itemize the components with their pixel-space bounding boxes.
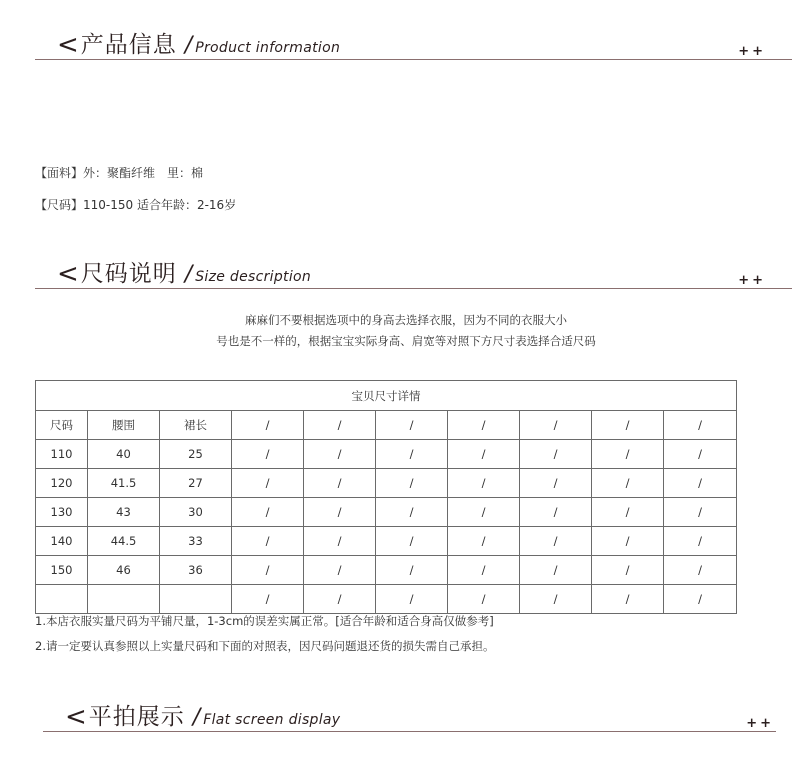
table-cell: / — [232, 411, 304, 440]
table-cell: / — [664, 527, 737, 556]
table-cell: / — [520, 440, 592, 469]
table-header-row — [36, 411, 737, 440]
plus-decoration-icon: ++ — [738, 44, 766, 59]
table-cell: 30 — [160, 498, 232, 527]
divider — [43, 731, 776, 732]
table-cell: 43 — [88, 498, 160, 527]
table-cell — [160, 585, 232, 614]
chevron-left-icon: < — [57, 30, 79, 60]
size-range-info: 【尺码】110-150 适合年龄：2-16岁 — [35, 198, 237, 212]
table-cell: / — [592, 440, 664, 469]
section-title-cn: 产品信息 — [80, 31, 177, 58]
table-cell: / — [664, 440, 737, 469]
table-cell: 33 — [160, 527, 232, 556]
table-cell: 40 — [88, 440, 160, 469]
chevron-left-icon: < — [57, 259, 79, 289]
table-cell: / — [520, 411, 592, 440]
table-caption: 宝贝尺寸详情 — [36, 381, 737, 411]
title-slash: / — [184, 261, 193, 287]
title-slash: / — [192, 704, 201, 730]
table-cell: / — [232, 469, 304, 498]
table-cell: / — [448, 411, 520, 440]
section-title — [57, 32, 340, 58]
section-title-cn: 平拍展示 — [88, 703, 185, 730]
table-cell: / — [304, 585, 376, 614]
table-cell: 25 — [160, 440, 232, 469]
table-cell: 27 — [160, 469, 232, 498]
table-cell: / — [592, 527, 664, 556]
table-row — [36, 469, 737, 498]
table-cell: / — [232, 585, 304, 614]
table-cell: / — [520, 469, 592, 498]
table-cell: / — [664, 556, 737, 585]
table-row — [36, 440, 737, 469]
table-cell: 140 — [36, 527, 88, 556]
table-cell: / — [664, 585, 737, 614]
table-cell: 41.5 — [88, 469, 160, 498]
table-cell: / — [664, 498, 737, 527]
table-cell — [36, 585, 88, 614]
table-cell: / — [520, 585, 592, 614]
table-cell: 腰围 — [88, 411, 160, 440]
table-cell: / — [304, 440, 376, 469]
chevron-left-icon: < — [65, 702, 87, 732]
table-cell: / — [376, 527, 448, 556]
title-slash: / — [184, 32, 193, 58]
size-intro-line-1: 麻麻们不要根据选项中的身高去选择衣服，因为不同的衣服大小 — [245, 313, 567, 327]
plus-decoration-icon: ++ — [738, 273, 766, 288]
size-note-2: 2.请一定要认真参照以上实量尺码和下面的对照表，因尺码问题退还货的损失需自己承担。 — [35, 639, 495, 653]
table-cell: 裙长 — [160, 411, 232, 440]
table-caption-row — [36, 381, 737, 411]
size-note-1: 1.本店衣服实量尺码为平铺尺量，1-3cm的误差实属正常。[适合年龄和适合身高仅做参考] — [35, 614, 494, 628]
table-cell: / — [376, 556, 448, 585]
table-cell: / — [376, 440, 448, 469]
table-cell: / — [448, 498, 520, 527]
table-cell: 120 — [36, 469, 88, 498]
table-cell: / — [592, 411, 664, 440]
table-cell: / — [304, 411, 376, 440]
table-cell: 150 — [36, 556, 88, 585]
table-cell: / — [664, 411, 737, 440]
table-cell: / — [376, 585, 448, 614]
table-cell: / — [592, 498, 664, 527]
table-cell: 46 — [88, 556, 160, 585]
table-cell: 130 — [36, 498, 88, 527]
table-cell: / — [232, 498, 304, 527]
table-cell — [88, 585, 160, 614]
table-cell: / — [448, 440, 520, 469]
fabric-info: 【面料】外：聚酯纤维 里：棉 — [35, 166, 204, 180]
table-cell: / — [448, 585, 520, 614]
divider — [35, 288, 792, 289]
table-cell: / — [304, 556, 376, 585]
section-title — [65, 704, 340, 730]
table-cell: / — [232, 440, 304, 469]
table-cell: / — [448, 469, 520, 498]
size-table — [35, 380, 737, 614]
table-cell: / — [448, 527, 520, 556]
table-cell: / — [520, 527, 592, 556]
table-cell: / — [376, 469, 448, 498]
table-cell: / — [304, 469, 376, 498]
table-row — [36, 527, 737, 556]
section-header-product-info — [35, 30, 792, 60]
table-cell: / — [448, 556, 520, 585]
table-cell: / — [304, 527, 376, 556]
divider — [35, 59, 792, 60]
section-title-en: Size description — [195, 269, 312, 286]
table-cell: / — [592, 585, 664, 614]
table-row — [36, 585, 737, 614]
table-cell: / — [520, 498, 592, 527]
section-title-en: Flat screen display — [203, 712, 341, 729]
section-title-en: Product information — [195, 40, 341, 57]
table-row — [36, 498, 737, 527]
table-cell: 110 — [36, 440, 88, 469]
table-cell: / — [376, 411, 448, 440]
table-cell: / — [232, 556, 304, 585]
table-cell: / — [232, 527, 304, 556]
table-cell: / — [664, 469, 737, 498]
table-cell: / — [376, 498, 448, 527]
table-cell: / — [520, 556, 592, 585]
section-header-size-description — [35, 259, 792, 289]
table-cell: 44.5 — [88, 527, 160, 556]
table-row — [36, 556, 737, 585]
size-intro-line-2: 号也是不一样的，根据宝宝实际身高、肩宽等对照下方尺寸表选择合适尺码 — [216, 334, 596, 348]
table-cell: 36 — [160, 556, 232, 585]
table-cell: 尺码 — [36, 411, 88, 440]
plus-decoration-icon: ++ — [746, 716, 774, 731]
table-cell: / — [592, 556, 664, 585]
table-cell: / — [304, 498, 376, 527]
table-cell: / — [592, 469, 664, 498]
section-header-flat-display — [43, 702, 776, 732]
section-title-cn: 尺码说明 — [80, 260, 177, 287]
section-title — [57, 261, 311, 287]
